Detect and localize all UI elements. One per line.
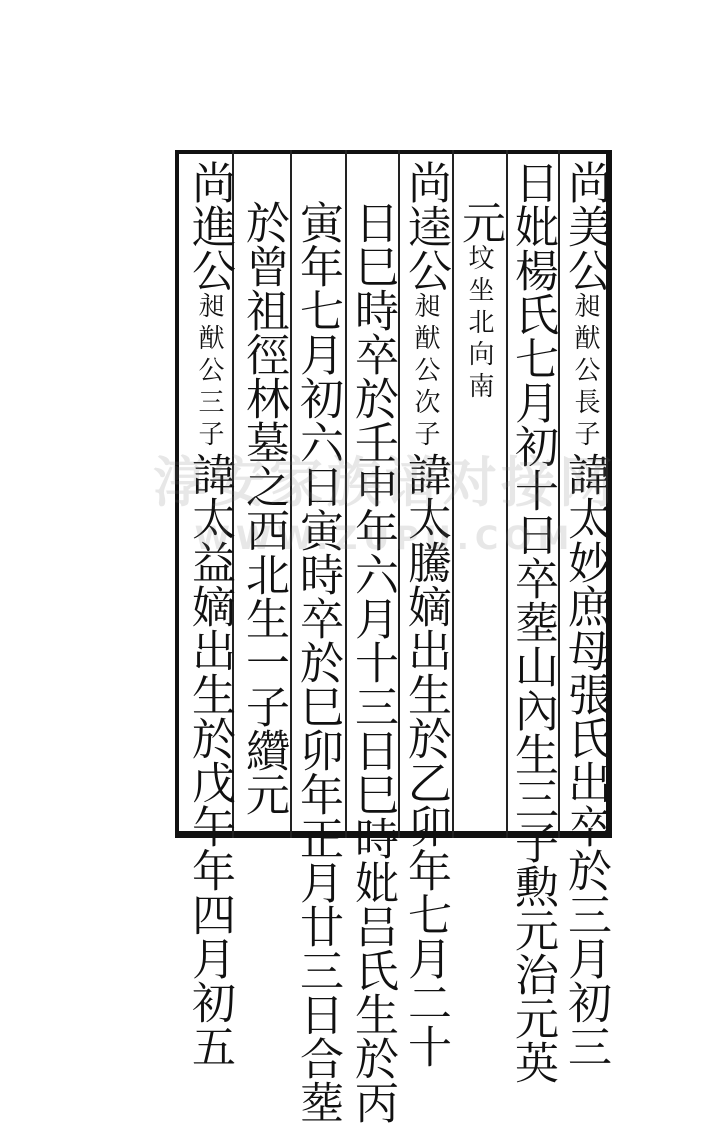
- column-continuation: 諱太妙庶母張氏出卒於三月初三: [560, 452, 611, 1068]
- column-main-text: 元: [454, 200, 505, 244]
- watermark-chinese: 淳安家族谱对接网: [153, 451, 617, 514]
- text-column-2: [507, 160, 557, 1084]
- column-main-text: 日巳時卒於壬申年六月十三日巳時妣吕氏生於丙: [347, 200, 398, 1124]
- text-column-1: [560, 160, 610, 1068]
- column-continuation: 諱太騰嫡出生於乙卯年七月二十: [400, 452, 451, 1068]
- column-continuation: 諱太益嫡出生於戊午年四月初五: [184, 452, 235, 1068]
- text-column-3: [454, 200, 504, 404]
- column-main-text: 於曾祖徑林墓之西北生一子纘元: [238, 200, 289, 816]
- column-main-text: 寅年七月初六日寅時卒於巳卯年正月廿三日合塟: [292, 200, 343, 1124]
- column-main-text: 尚進公: [184, 160, 235, 292]
- column-main-text: 尚美公: [560, 160, 611, 292]
- column-annotation: 昶猷公次子: [410, 292, 440, 452]
- text-column-8: [184, 160, 234, 1068]
- watermark-url: WWW.ZUPU.COM: [194, 519, 576, 557]
- column-annotation: 坟坐北向南: [464, 244, 494, 404]
- column-main-text: 尚逵公: [400, 160, 451, 292]
- text-column-4: [400, 160, 450, 1068]
- column-annotation: 昶猷公長子: [570, 292, 600, 452]
- column-main-text: 日妣楊氏七月初十日卒塟山內生三子勲元治元英: [507, 160, 558, 1084]
- text-column-7: [238, 200, 288, 816]
- text-column-5: [347, 200, 397, 1124]
- column-annotation: 昶猷公三子: [194, 292, 224, 452]
- text-column-6: [292, 200, 342, 1124]
